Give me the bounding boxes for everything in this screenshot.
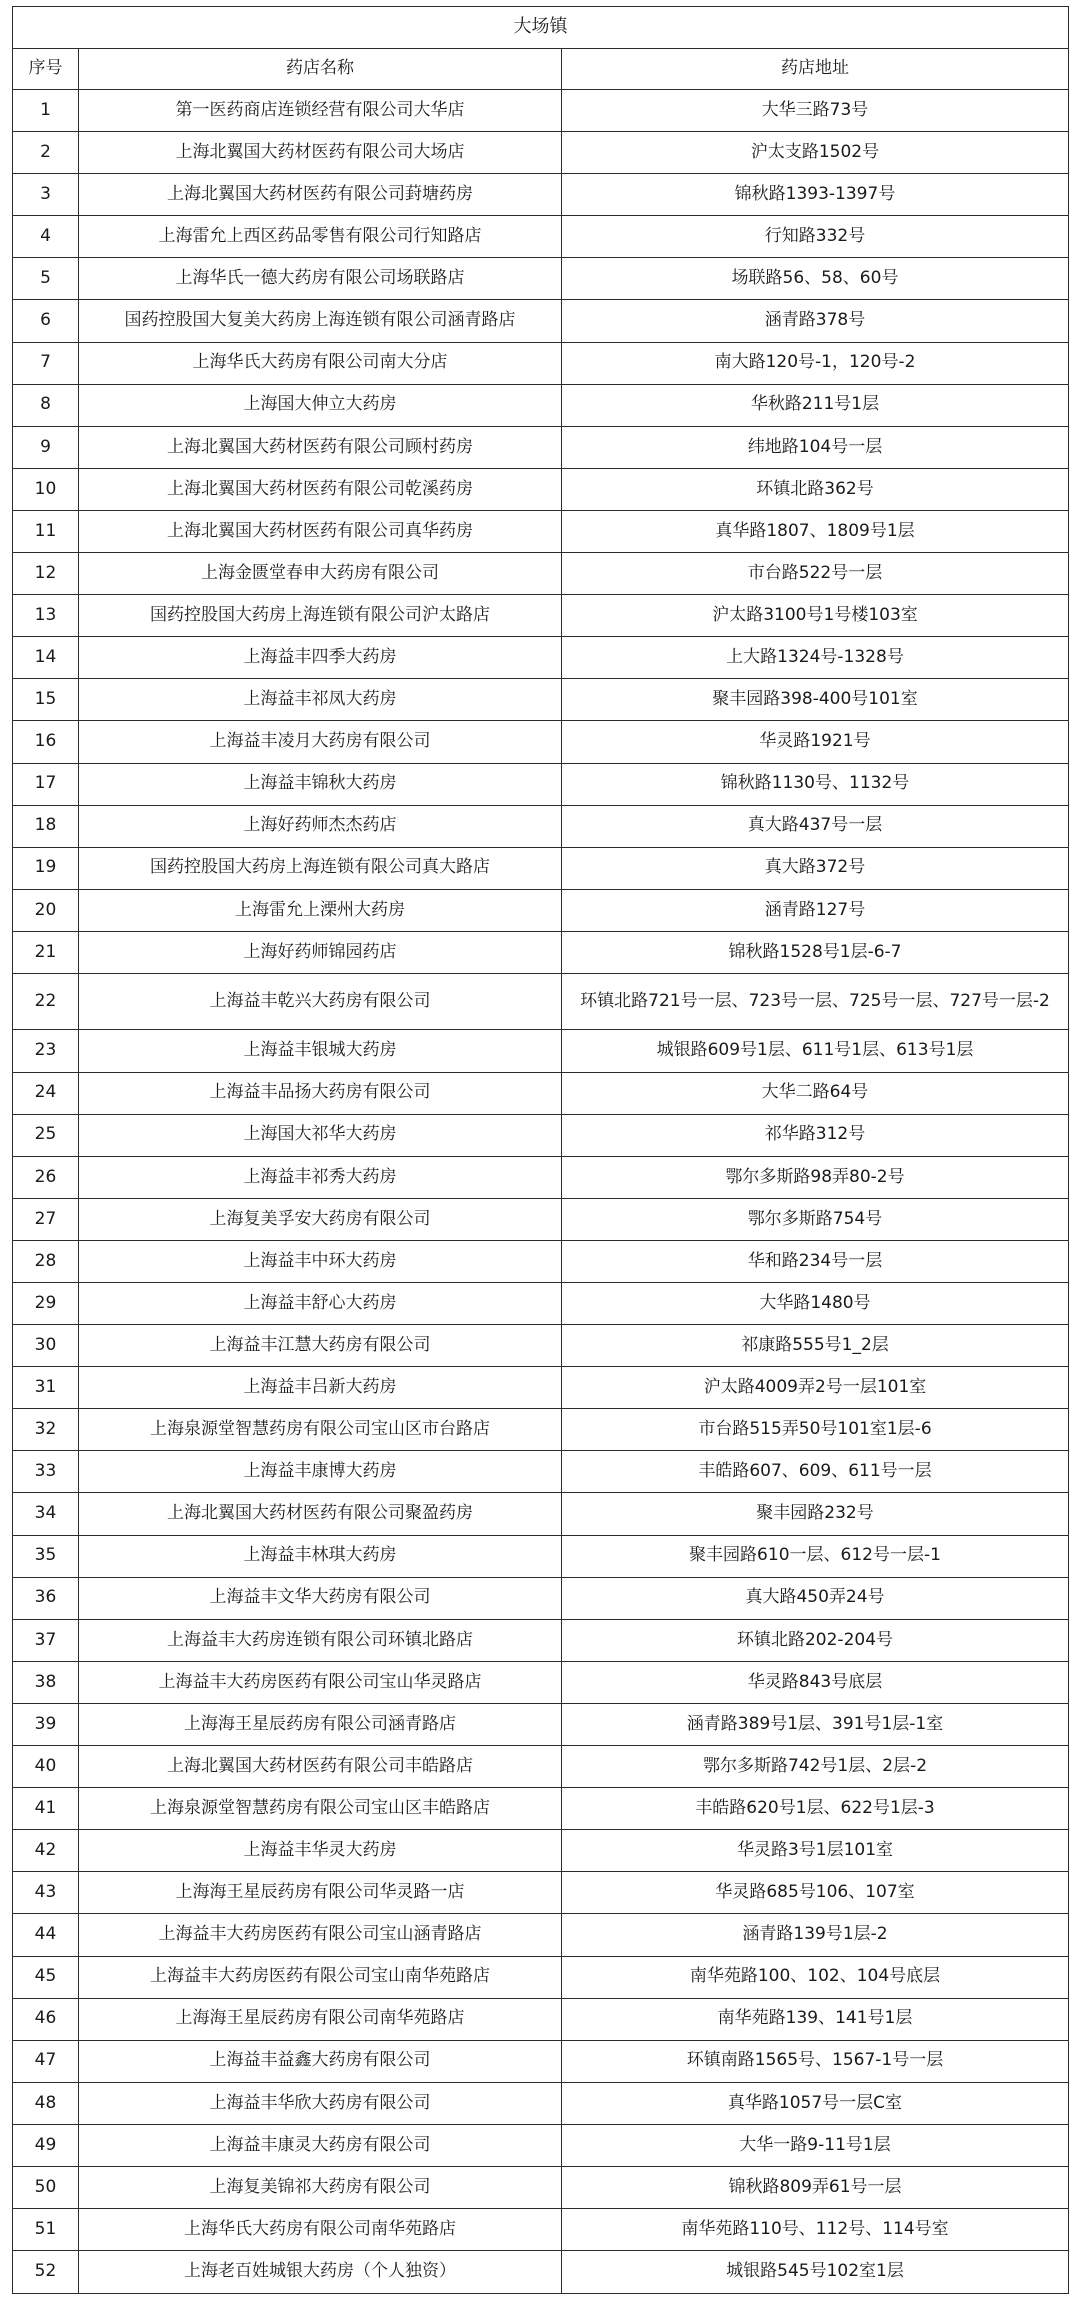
table-row bbox=[13, 1156, 1069, 1198]
table-row bbox=[13, 132, 1069, 174]
serial-number-cell: 46 bbox=[13, 1998, 79, 2040]
pharmacy-name-cell: 上海复美锦祁大药房有限公司 bbox=[79, 2166, 562, 2208]
serial-number-cell: 9 bbox=[13, 426, 79, 468]
header-pharmacy-address: 药店地址 bbox=[562, 49, 1069, 90]
table-row bbox=[13, 1956, 1069, 1998]
pharmacy-name-cell: 上海益丰大药房医药有限公司宝山南华苑路店 bbox=[79, 1956, 562, 1998]
pharmacy-address-cell: 聚丰园路398-400号101室 bbox=[562, 679, 1069, 721]
table-row bbox=[13, 1872, 1069, 1914]
pharmacy-name-cell: 上海海王星辰药房有限公司华灵路一店 bbox=[79, 1872, 562, 1914]
serial-number-cell: 17 bbox=[13, 763, 79, 805]
pharmacy-name-cell: 上海益丰锦秋大药房 bbox=[79, 763, 562, 805]
pharmacy-name-cell: 上海北翼国大药材医药有限公司聚盈药房 bbox=[79, 1493, 562, 1535]
header-serial-number: 序号 bbox=[13, 49, 79, 90]
table-row bbox=[13, 1661, 1069, 1703]
table-row bbox=[13, 1788, 1069, 1830]
pharmacy-name-cell: 上海好药师锦园药店 bbox=[79, 931, 562, 973]
pharmacy-name-cell: 上海泉源堂智慧药房有限公司宝山区丰皓路店 bbox=[79, 1788, 562, 1830]
serial-number-cell: 26 bbox=[13, 1156, 79, 1198]
pharmacy-address-cell: 涵青路139号1层-2 bbox=[562, 1914, 1069, 1956]
pharmacy-name-cell: 上海益丰祁凤大药房 bbox=[79, 679, 562, 721]
table-row bbox=[13, 595, 1069, 637]
pharmacy-address-cell: 真华路1807、1809号1层 bbox=[562, 510, 1069, 552]
pharmacy-address-cell: 南华苑路110号、112号、114号室 bbox=[562, 2209, 1069, 2251]
table-row bbox=[13, 426, 1069, 468]
pharmacy-name-cell: 上海益丰文华大药房有限公司 bbox=[79, 1577, 562, 1619]
pharmacy-name-cell: 上海北翼国大药材医药有限公司大场店 bbox=[79, 132, 562, 174]
pharmacy-name-cell: 上海益丰大药房医药有限公司宝山涵青路店 bbox=[79, 1914, 562, 1956]
table-row bbox=[13, 2040, 1069, 2082]
serial-number-cell: 27 bbox=[13, 1198, 79, 1240]
serial-number-cell: 42 bbox=[13, 1830, 79, 1872]
pharmacy-address-cell: 真大路437号一层 bbox=[562, 805, 1069, 847]
pharmacy-name-cell: 上海北翼国大药材医药有限公司丰皓路店 bbox=[79, 1746, 562, 1788]
serial-number-cell: 21 bbox=[13, 931, 79, 973]
pharmacy-address-cell: 华灵路3号1层101室 bbox=[562, 1830, 1069, 1872]
pharmacy-address-cell: 南华苑路100、102、104号底层 bbox=[562, 1956, 1069, 1998]
pharmacy-name-cell: 上海益丰中环大药房 bbox=[79, 1240, 562, 1282]
pharmacy-address-cell: 鄂尔多斯路742号1层、2层-2 bbox=[562, 1746, 1069, 1788]
pharmacy-address-cell: 环镇北路362号 bbox=[562, 468, 1069, 510]
table-row bbox=[13, 1746, 1069, 1788]
table-row bbox=[13, 973, 1069, 1029]
serial-number-cell: 18 bbox=[13, 805, 79, 847]
pharmacy-address-cell: 祁康路555号1_2层 bbox=[562, 1325, 1069, 1367]
pharmacy-address-cell: 华灵路685号106、107室 bbox=[562, 1872, 1069, 1914]
serial-number-cell: 45 bbox=[13, 1956, 79, 1998]
serial-number-cell: 35 bbox=[13, 1535, 79, 1577]
pharmacy-address-cell: 聚丰园路610一层、612号一层-1 bbox=[562, 1535, 1069, 1577]
serial-number-cell: 52 bbox=[13, 2251, 79, 2294]
serial-number-cell: 1 bbox=[13, 90, 79, 132]
table-row bbox=[13, 510, 1069, 552]
pharmacy-name-cell: 上海益丰吕新大药房 bbox=[79, 1367, 562, 1409]
pharmacy-name-cell: 上海益丰大药房医药有限公司宝山华灵路店 bbox=[79, 1661, 562, 1703]
serial-number-cell: 47 bbox=[13, 2040, 79, 2082]
pharmacy-name-cell: 上海益丰舒心大药房 bbox=[79, 1283, 562, 1325]
pharmacy-address-cell: 南大路120号-1，120号-2 bbox=[562, 342, 1069, 384]
serial-number-cell: 12 bbox=[13, 553, 79, 595]
pharmacy-address-cell: 锦秋路1528号1层-6-7 bbox=[562, 931, 1069, 973]
pharmacy-address-cell: 锦秋路1130号、1132号 bbox=[562, 763, 1069, 805]
table-row bbox=[13, 1240, 1069, 1282]
pharmacy-address-cell: 大华二路64号 bbox=[562, 1072, 1069, 1114]
serial-number-cell: 13 bbox=[13, 595, 79, 637]
pharmacy-name-cell: 上海益丰乾兴大药房有限公司 bbox=[79, 973, 562, 1029]
pharmacy-address-cell: 南华苑路139、141号1层 bbox=[562, 1998, 1069, 2040]
table-row bbox=[13, 1577, 1069, 1619]
pharmacy-address-cell: 大华三路73号 bbox=[562, 90, 1069, 132]
serial-number-cell: 25 bbox=[13, 1114, 79, 1156]
table-row bbox=[13, 1914, 1069, 1956]
pharmacy-name-cell: 上海北翼国大药材医药有限公司乾溪药房 bbox=[79, 468, 562, 510]
serial-number-cell: 41 bbox=[13, 1788, 79, 1830]
pharmacy-name-cell: 上海益丰品扬大药房有限公司 bbox=[79, 1072, 562, 1114]
pharmacy-name-cell: 上海复美孚安大药房有限公司 bbox=[79, 1198, 562, 1240]
table-row bbox=[13, 90, 1069, 132]
table-row bbox=[13, 216, 1069, 258]
serial-number-cell: 7 bbox=[13, 342, 79, 384]
pharmacy-address-cell: 丰皓路620号1层、622号1层-3 bbox=[562, 1788, 1069, 1830]
pharmacy-name-cell: 上海好药师杰杰药店 bbox=[79, 805, 562, 847]
pharmacy-address-cell: 聚丰园路232号 bbox=[562, 1493, 1069, 1535]
pharmacy-name-cell: 上海益丰大药房连锁有限公司环镇北路店 bbox=[79, 1619, 562, 1661]
pharmacy-name-cell: 上海益丰银城大药房 bbox=[79, 1030, 562, 1072]
table-row bbox=[13, 1409, 1069, 1451]
table-row bbox=[13, 763, 1069, 805]
pharmacy-address-cell: 行知路332号 bbox=[562, 216, 1069, 258]
pharmacy-address-cell: 鄂尔多斯路98弄80-2号 bbox=[562, 1156, 1069, 1198]
pharmacy-address-cell: 环镇南路1565号、1567-1号一层 bbox=[562, 2040, 1069, 2082]
serial-number-cell: 39 bbox=[13, 1703, 79, 1745]
serial-number-cell: 20 bbox=[13, 889, 79, 931]
pharmacy-name-cell: 上海泉源堂智慧药房有限公司宝山区市台路店 bbox=[79, 1409, 562, 1451]
serial-number-cell: 3 bbox=[13, 174, 79, 216]
serial-number-cell: 2 bbox=[13, 132, 79, 174]
pharmacy-address-cell: 市台路515弄50号101室1层-6 bbox=[562, 1409, 1069, 1451]
pharmacy-address-cell: 沪太路4009弄2号一层101室 bbox=[562, 1367, 1069, 1409]
table-row bbox=[13, 931, 1069, 973]
pharmacy-name-cell: 上海益丰华灵大药房 bbox=[79, 1830, 562, 1872]
serial-number-cell: 37 bbox=[13, 1619, 79, 1661]
pharmacy-address-cell: 大华一路9-11号1层 bbox=[562, 2124, 1069, 2166]
table-row bbox=[13, 2251, 1069, 2294]
pharmacy-address-cell: 鄂尔多斯路754号 bbox=[562, 1198, 1069, 1240]
pharmacy-name-cell: 国药控股国大药房上海连锁有限公司沪太路店 bbox=[79, 595, 562, 637]
pharmacy-address-cell: 华灵路843号底层 bbox=[562, 1661, 1069, 1703]
table-row bbox=[13, 679, 1069, 721]
title-row bbox=[13, 7, 1069, 49]
pharmacy-address-cell: 市台路522号一层 bbox=[562, 553, 1069, 595]
pharmacy-address-cell: 真大路372号 bbox=[562, 847, 1069, 889]
pharmacy-name-cell: 国药控股国大复美大药房上海连锁有限公司涵青路店 bbox=[79, 300, 562, 342]
pharmacy-address-cell: 华和路234号一层 bbox=[562, 1240, 1069, 1282]
table-row bbox=[13, 1451, 1069, 1493]
table-row bbox=[13, 805, 1069, 847]
table-title: 大场镇 bbox=[13, 7, 1069, 49]
table-row bbox=[13, 2124, 1069, 2166]
pharmacy-name-cell: 上海国大祁华大药房 bbox=[79, 1114, 562, 1156]
table-row bbox=[13, 1283, 1069, 1325]
header-row bbox=[13, 49, 1069, 90]
pharmacy-table bbox=[12, 6, 1069, 2294]
serial-number-cell: 30 bbox=[13, 1325, 79, 1367]
serial-number-cell: 38 bbox=[13, 1661, 79, 1703]
serial-number-cell: 32 bbox=[13, 1409, 79, 1451]
table-row bbox=[13, 1535, 1069, 1577]
serial-number-cell: 36 bbox=[13, 1577, 79, 1619]
pharmacy-address-cell: 环镇北路202-204号 bbox=[562, 1619, 1069, 1661]
table-row bbox=[13, 847, 1069, 889]
pharmacy-name-cell: 上海华氏大药房有限公司南大分店 bbox=[79, 342, 562, 384]
serial-number-cell: 10 bbox=[13, 468, 79, 510]
serial-number-cell: 50 bbox=[13, 2166, 79, 2208]
pharmacy-address-cell: 涵青路378号 bbox=[562, 300, 1069, 342]
pharmacy-name-cell: 上海老百姓城银大药房（个人独资） bbox=[79, 2251, 562, 2294]
pharmacy-address-cell: 涵青路389号1层、391号1层-1室 bbox=[562, 1703, 1069, 1745]
table-row bbox=[13, 1367, 1069, 1409]
serial-number-cell: 8 bbox=[13, 384, 79, 426]
table-row bbox=[13, 1072, 1069, 1114]
serial-number-cell: 51 bbox=[13, 2209, 79, 2251]
table-row bbox=[13, 2166, 1069, 2208]
pharmacy-name-cell: 上海北翼国大药材医药有限公司真华药房 bbox=[79, 510, 562, 552]
pharmacy-address-cell: 大华路1480号 bbox=[562, 1283, 1069, 1325]
serial-number-cell: 14 bbox=[13, 637, 79, 679]
serial-number-cell: 15 bbox=[13, 679, 79, 721]
pharmacy-address-cell: 纬地路104号一层 bbox=[562, 426, 1069, 468]
pharmacy-name-cell: 第一医药商店连锁经营有限公司大华店 bbox=[79, 90, 562, 132]
serial-number-cell: 5 bbox=[13, 258, 79, 300]
pharmacy-address-cell: 城银路545号102室1层 bbox=[562, 2251, 1069, 2294]
serial-number-cell: 43 bbox=[13, 1872, 79, 1914]
pharmacy-address-cell: 沪太支路1502号 bbox=[562, 132, 1069, 174]
serial-number-cell: 44 bbox=[13, 1914, 79, 1956]
pharmacy-address-cell: 丰皓路607、609、611号一层 bbox=[562, 1451, 1069, 1493]
table-row bbox=[13, 2082, 1069, 2124]
table-row bbox=[13, 637, 1069, 679]
pharmacy-address-cell: 锦秋路809弄61号一层 bbox=[562, 2166, 1069, 2208]
pharmacy-name-cell: 上海华氏大药房有限公司南华苑路店 bbox=[79, 2209, 562, 2251]
table-row bbox=[13, 258, 1069, 300]
pharmacy-address-cell: 沪太路3100号1号楼103室 bbox=[562, 595, 1069, 637]
table-row bbox=[13, 1830, 1069, 1872]
serial-number-cell: 16 bbox=[13, 721, 79, 763]
pharmacy-address-cell: 真大路450弄24号 bbox=[562, 1577, 1069, 1619]
serial-number-cell: 33 bbox=[13, 1451, 79, 1493]
pharmacy-address-cell: 城银路609号1层、611号1层、613号1层 bbox=[562, 1030, 1069, 1072]
pharmacy-name-cell: 上海北翼国大药材医药有限公司葑塘药房 bbox=[79, 174, 562, 216]
serial-number-cell: 6 bbox=[13, 300, 79, 342]
serial-number-cell: 19 bbox=[13, 847, 79, 889]
table-row bbox=[13, 1998, 1069, 2040]
table-row bbox=[13, 1493, 1069, 1535]
serial-number-cell: 22 bbox=[13, 973, 79, 1029]
serial-number-cell: 48 bbox=[13, 2082, 79, 2124]
pharmacy-name-cell: 国药控股国大药房上海连锁有限公司真大路店 bbox=[79, 847, 562, 889]
table-row bbox=[13, 889, 1069, 931]
table-row bbox=[13, 468, 1069, 510]
pharmacy-name-cell: 上海国大伸立大药房 bbox=[79, 384, 562, 426]
serial-number-cell: 49 bbox=[13, 2124, 79, 2166]
table-row bbox=[13, 1198, 1069, 1240]
pharmacy-name-cell: 上海雷允上西区药品零售有限公司行知路店 bbox=[79, 216, 562, 258]
table-row bbox=[13, 342, 1069, 384]
pharmacy-address-cell: 场联路56、58、60号 bbox=[562, 258, 1069, 300]
pharmacy-address-cell: 华秋路211号1层 bbox=[562, 384, 1069, 426]
table-row bbox=[13, 174, 1069, 216]
table-row bbox=[13, 2209, 1069, 2251]
pharmacy-address-cell: 环镇北路721号一层、723号一层、725号一层、727号一层-2 bbox=[562, 973, 1069, 1029]
header-pharmacy-name: 药店名称 bbox=[79, 49, 562, 90]
pharmacy-name-cell: 上海海王星辰药房有限公司涵青路店 bbox=[79, 1703, 562, 1745]
table-row bbox=[13, 1114, 1069, 1156]
pharmacy-name-cell: 上海益丰祁秀大药房 bbox=[79, 1156, 562, 1198]
pharmacy-name-cell: 上海华氏一德大药房有限公司场联路店 bbox=[79, 258, 562, 300]
pharmacy-address-cell: 锦秋路1393-1397号 bbox=[562, 174, 1069, 216]
pharmacy-name-cell: 上海北翼国大药材医药有限公司顾村药房 bbox=[79, 426, 562, 468]
serial-number-cell: 29 bbox=[13, 1283, 79, 1325]
pharmacy-name-cell: 上海益丰江慧大药房有限公司 bbox=[79, 1325, 562, 1367]
table-row bbox=[13, 384, 1069, 426]
table-row bbox=[13, 300, 1069, 342]
serial-number-cell: 28 bbox=[13, 1240, 79, 1282]
pharmacy-name-cell: 上海益丰康博大药房 bbox=[79, 1451, 562, 1493]
serial-number-cell: 40 bbox=[13, 1746, 79, 1788]
pharmacy-name-cell: 上海益丰四季大药房 bbox=[79, 637, 562, 679]
pharmacy-address-cell: 祁华路312号 bbox=[562, 1114, 1069, 1156]
pharmacy-name-cell: 上海益丰林琪大药房 bbox=[79, 1535, 562, 1577]
pharmacy-address-cell: 涵青路127号 bbox=[562, 889, 1069, 931]
table-row bbox=[13, 1325, 1069, 1367]
pharmacy-name-cell: 上海雷允上溧州大药房 bbox=[79, 889, 562, 931]
serial-number-cell: 4 bbox=[13, 216, 79, 258]
pharmacy-address-cell: 上大路1324号-1328号 bbox=[562, 637, 1069, 679]
pharmacy-address-cell: 真华路1057号一层C室 bbox=[562, 2082, 1069, 2124]
pharmacy-name-cell: 上海益丰凌月大药房有限公司 bbox=[79, 721, 562, 763]
table-row bbox=[13, 1703, 1069, 1745]
serial-number-cell: 23 bbox=[13, 1030, 79, 1072]
table-row bbox=[13, 553, 1069, 595]
pharmacy-name-cell: 上海金匮堂春申大药房有限公司 bbox=[79, 553, 562, 595]
pharmacy-address-cell: 华灵路1921号 bbox=[562, 721, 1069, 763]
serial-number-cell: 34 bbox=[13, 1493, 79, 1535]
serial-number-cell: 31 bbox=[13, 1367, 79, 1409]
pharmacy-name-cell: 上海益丰康灵大药房有限公司 bbox=[79, 2124, 562, 2166]
serial-number-cell: 11 bbox=[13, 510, 79, 552]
serial-number-cell: 24 bbox=[13, 1072, 79, 1114]
pharmacy-name-cell: 上海益丰华欣大药房有限公司 bbox=[79, 2082, 562, 2124]
table-row bbox=[13, 1030, 1069, 1072]
table-row bbox=[13, 721, 1069, 763]
table-row bbox=[13, 1619, 1069, 1661]
table-body bbox=[13, 90, 1069, 2294]
pharmacy-name-cell: 上海益丰益鑫大药房有限公司 bbox=[79, 2040, 562, 2082]
pharmacy-name-cell: 上海海王星辰药房有限公司南华苑路店 bbox=[79, 1998, 562, 2040]
